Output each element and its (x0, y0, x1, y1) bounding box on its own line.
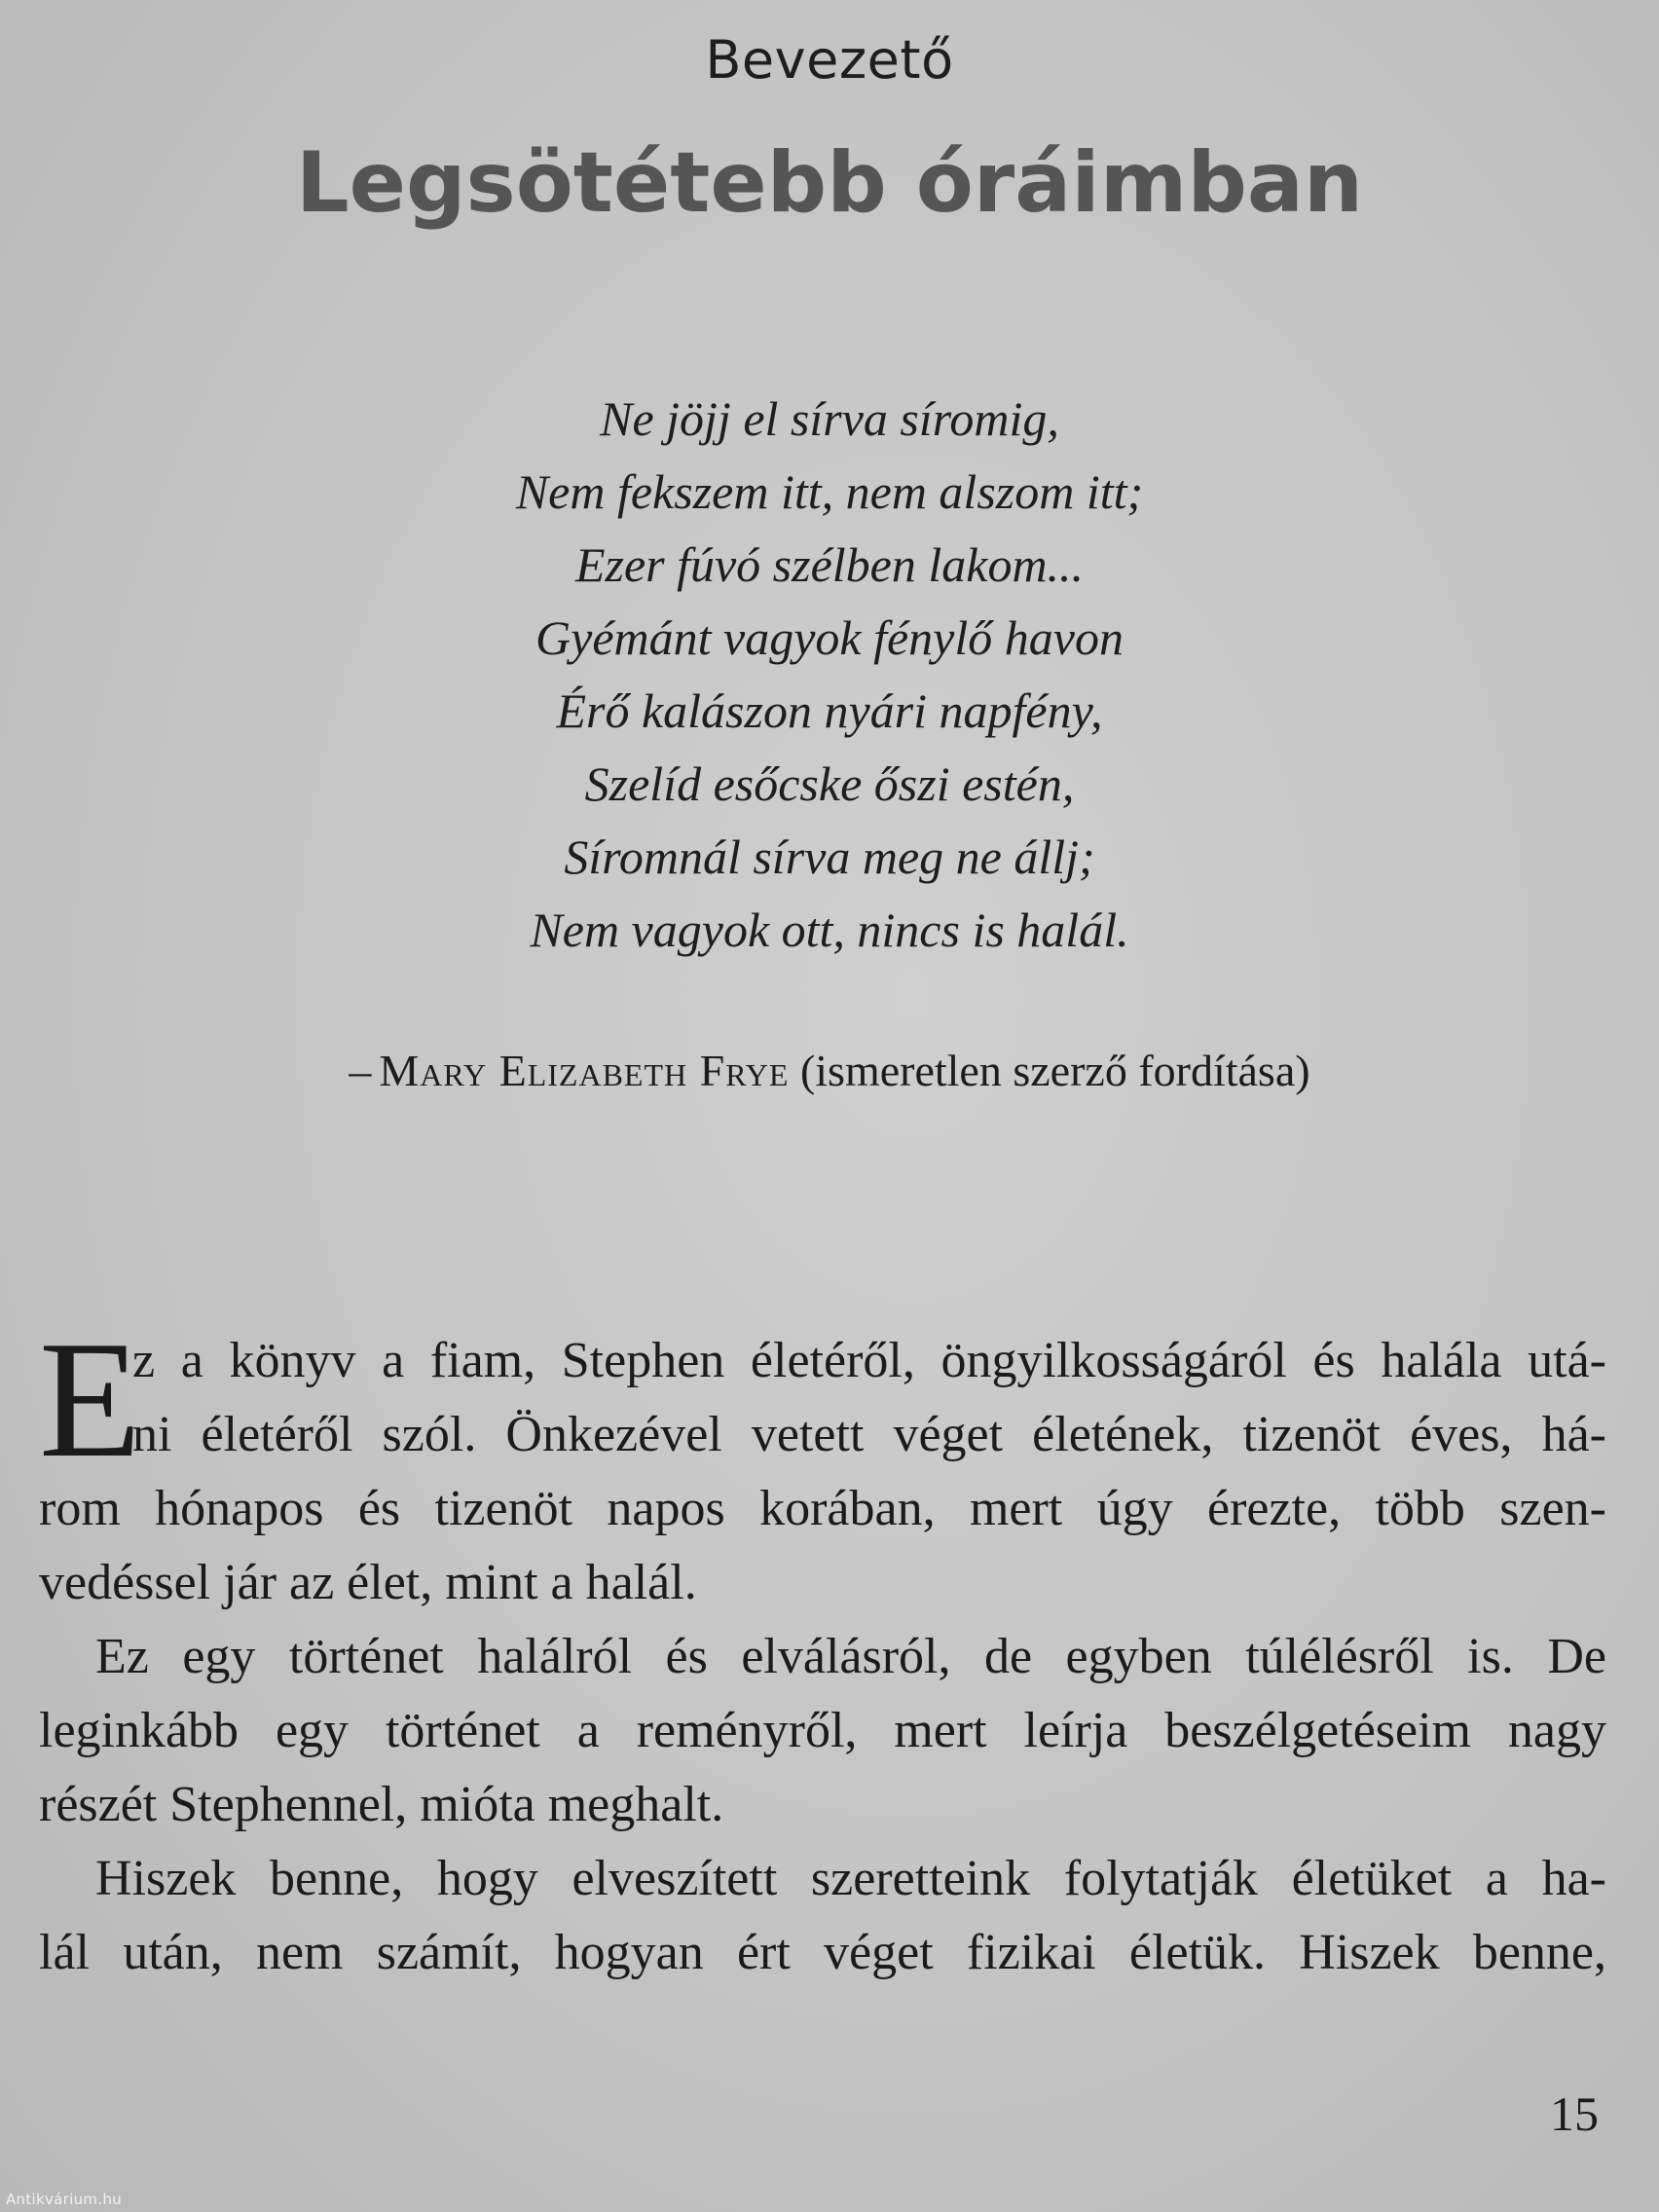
watermark-text: Antikvárium.hu (6, 2191, 123, 2208)
chapter-title: Legsötétebb óráimban (295, 134, 1364, 232)
body-line: z a könyv a fiam, Stephen életéről, öngyilkosságáról és halála utá- (132, 1333, 1606, 1388)
body-line: leginkább egy történet a reményről, mert leírja beszélgetéseim nagy (39, 1703, 1606, 1758)
page-number: 15 (1550, 2086, 1599, 2141)
attribution-note: (ismeretlen szerző fordítása) (799, 1046, 1310, 1095)
body-line: vedéssel jár az élet, mint a halál. (39, 1555, 697, 1610)
poem-line: Síromnál sírva meg ne állj; (564, 830, 1095, 884)
poem-line: Érő kalászon nyári napfény, (556, 683, 1103, 738)
body-line: rom hónapos és tizenöt napos korában, mert úgy érezte, több szen- (39, 1481, 1606, 1536)
poem-attribution (0, 1045, 1659, 1096)
body-text (39, 1308, 1606, 1990)
poem-line: Ne jöjj el sírva síromig, (600, 391, 1059, 446)
poem-line: Ezer fúvó szélben lakom... (574, 537, 1085, 592)
drop-cap: E (39, 1308, 142, 1493)
poem-line: Nem vagyok ott, nincs is halál. (530, 903, 1129, 957)
poem-line: Gyémánt vagyok fénylő havon (535, 610, 1124, 665)
body-line: Ez egy történet halálról és elválásról, de egyben túlélésről is. De (95, 1629, 1606, 1684)
body-line: ni életéről szól. Önkezével vetett véget életének, tizenöt éves, há- (132, 1407, 1606, 1462)
body-line: lál után, nem számít, hogyan ért véget fizikai életük. Hiszek benne, (39, 1925, 1606, 1980)
poem-line: Szelíd esőcske őszi estén, (584, 756, 1075, 811)
attribution-dash: – (349, 1046, 372, 1095)
poem-line: Nem fekszem itt, nem alszom itt; (515, 464, 1144, 519)
body-line: részét Stephennel, mióta meghalt. (39, 1777, 724, 1832)
attribution-author: Mary Elizabeth Frye (379, 1046, 790, 1095)
body-line: Hiszek benne, hogy elveszített szeretteink folytatják életüket a ha- (95, 1851, 1606, 1906)
epigraph-poem (0, 383, 1659, 967)
chapter-kicker: Bevezető (705, 29, 954, 91)
